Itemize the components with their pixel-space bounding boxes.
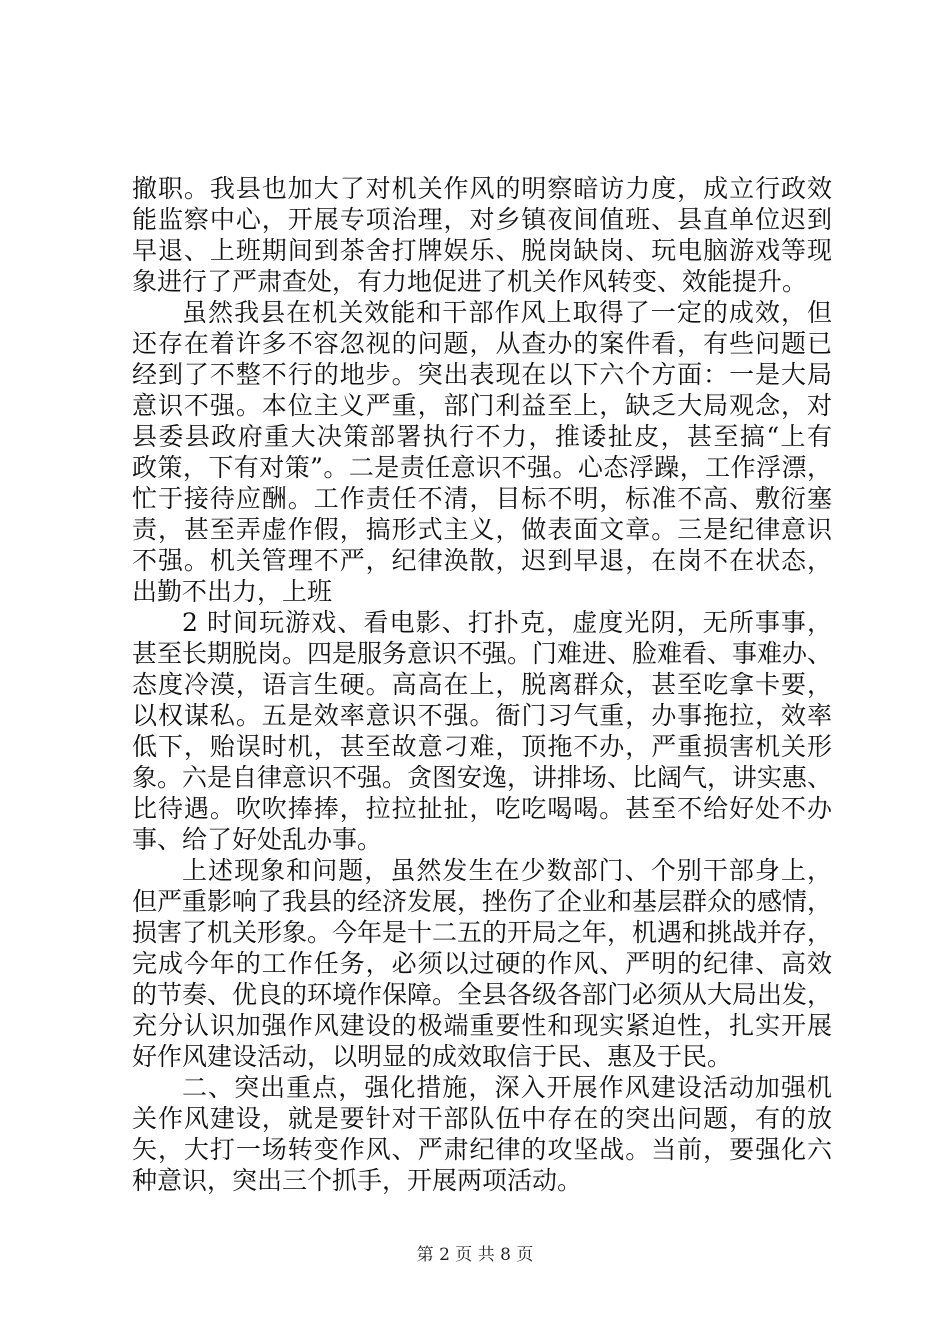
text-line: 的节奏、优良的环境作保障。全县各级各部门必须从大局出发， bbox=[132, 980, 833, 1009]
page-footer: 第 2 页 共 8 页 bbox=[416, 1245, 534, 1265]
document-body bbox=[132, 173, 832, 1196]
text-line: 但严重影响了我县的经济发展，挫伤了企业和基层群众的感情， bbox=[132, 887, 833, 916]
text-line: 完成今年的工作任务，必须以过硬的作风、严明的纪律、高效 bbox=[132, 949, 832, 978]
text-line: 忙于接待应酬。工作责任不清，目标不明，标准不高、敷衍塞 bbox=[132, 484, 832, 513]
text-line: 种意识，突出三个抓手，开展两项活动。 bbox=[132, 1166, 583, 1195]
text-line: 比待遇。吹吹捧捧，拉拉扯扯，吃吃喝喝。甚至不给好处不办 bbox=[132, 794, 832, 823]
text-line: 甚至长期脱岗。四是服务意识不强。门难进、脸难看、事难办、 bbox=[132, 639, 833, 668]
text-line: 还存在着许多不容忽视的问题，从查办的案件看，有些问题已 bbox=[132, 329, 832, 358]
text-line: 损害了机关形象。今年是十二五的开局之年，机遇和挑战并存， bbox=[132, 918, 833, 947]
text-line: 关作风建设，就是要针对干部队伍中存在的突出问题，有的放 bbox=[132, 1104, 832, 1133]
text-line: 出勤不出力，上班 bbox=[132, 577, 333, 606]
text-line: 好作风建设活动，以明显的成效取信于民、惠及于民。 bbox=[132, 1042, 733, 1071]
text-line: 县委县政府重大决策部署执行不力，推诿扯皮，甚至搞“上有 bbox=[132, 422, 832, 451]
text-line: 经到了不整不行的地步。突出表现在以下六个方面：一是大局 bbox=[132, 360, 832, 389]
text-line: 态度冷漠，语言生硬。高高在上，脱离群众，甚至吃拿卡要， bbox=[132, 670, 832, 699]
text-line: 早退、上班期间到茶舍打牌娱乐、脱岗缺岗、玩电脑游戏等现 bbox=[132, 236, 832, 265]
text-line: 矢，大打一场转变作风、严肃纪律的攻坚战。当前，要强化六 bbox=[132, 1135, 832, 1164]
text-line: 象进行了严肃查处，有力地促进了机关作风转变、效能提升。 bbox=[132, 267, 808, 296]
text-line: 虽然我县在机关效能和干部作风上取得了一定的成效，但 bbox=[182, 298, 832, 327]
text-line: 二、突出重点，强化措施，深入开展作风建设活动加强机 bbox=[182, 1073, 832, 1102]
text-line: 事、给了好处乱办事。 bbox=[132, 825, 383, 854]
text-line: 低下，贻误时机，甚至故意刁难，顶拖不办，严重损害机关形 bbox=[132, 732, 832, 761]
text-line: 不强。机关管理不严，纪律涣散，迟到早退，在岗不在状态， bbox=[132, 546, 832, 575]
text-line: 象。六是自律意识不强。贪图安逸，讲排场、比阔气，讲实惠、 bbox=[132, 763, 833, 792]
text-line: 撤职。我县也加大了对机关作风的明察暗访力度，成立行政效 bbox=[132, 174, 832, 203]
text-line: 责，甚至弄虚作假，搞形式主义，做表面文章。三是纪律意识 bbox=[132, 515, 832, 544]
text-line: 充分认识加强作风建设的极端重要性和现实紧迫性，扎实开展 bbox=[132, 1011, 832, 1040]
text-line: 能监察中心，开展专项治理，对乡镇夜间值班、县直单位迟到 bbox=[132, 205, 832, 234]
text-line: 政策，下有对策”。二是责任意识不强。心态浮躁，工作浮漂， bbox=[132, 453, 832, 482]
text-line: 意识不强。本位主义严重，部门利益至上，缺乏大局观念，对 bbox=[132, 391, 832, 420]
text-line: 上述现象和问题，虽然发生在少数部门、个别干部身上， bbox=[182, 856, 832, 885]
text-line: 以权谋私。五是效率意识不强。衙门习气重，办事拖拉，效率 bbox=[132, 701, 832, 730]
text-line: 2 时间玩游戏、看电影、打扑克，虚度光阴，无所事事， bbox=[182, 608, 832, 637]
